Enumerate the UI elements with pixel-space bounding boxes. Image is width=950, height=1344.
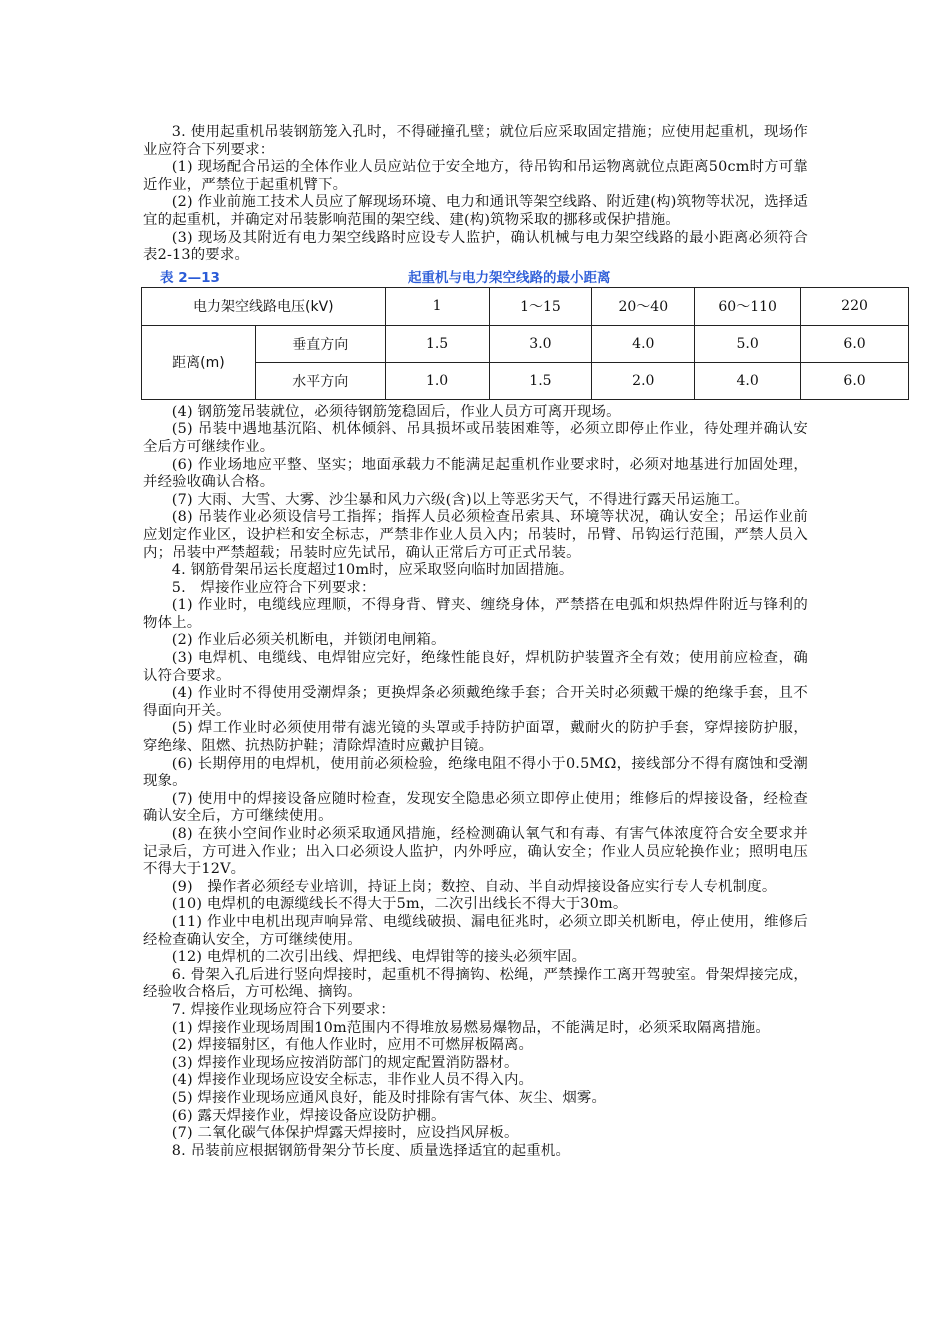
value-cell: 5.0 (695, 325, 801, 362)
paragraphs-bottom (143, 404, 808, 1161)
paragraph: (9) 操作者必须经专业培训，持证上岗；数控、自动、半自动焊接设备应实行专人专机制度。 (171, 878, 777, 895)
paragraph: (5) 焊工作业时必须使用带有滤光镜的头罩或手持防护面罩，戴耐火的防护手套，穿焊接防护服，穿绝缘、阻燃、抗热防护鞋；清除焊渣时应戴护目镜。 (143, 720, 808, 755)
paragraph: (7) 大雨、大雪、大雾、沙尘暴和风力六级(含)以上等恶劣天气，不得进行露天吊运施工。 (171, 491, 750, 508)
distance-header: 距离(m) (142, 325, 256, 399)
paragraph: (10) 电焊机的电源缆线长不得大于5m，二次引出线长不得大于30m。 (171, 896, 628, 913)
paragraph: (3) 现场及其附近有电力架空线路时应设专人监护，确认机械与电力架空线路的最小距离必须符合表2-13的要求。 (143, 229, 808, 264)
paragraph: (8) 吊装作业必须设信号工指挥；指挥人员必须检查吊索具、环境等状况，确认安全；吊运作业前应划定作业区，设护栏和安全标志，严禁非作业人员入内；吊装时，吊臂、吊钩运行范围，严禁人员入内；吊装中严禁超载；吊装时应先试吊，确认正常后方可正式吊装。 (143, 509, 808, 561)
paragraph: 6. 骨架入孔后进行竖向焊接时，起重机不得摘钩、松绳，严禁操作工离开驾驶室。骨架焊接完成，经验收合格后，方可松绳、摘钩。 (143, 966, 808, 1001)
paragraph: (1) 焊接作业现场周围10m范围内不得堆放易燃易爆物品，不能满足时，必须采取隔离措施。 (171, 1019, 770, 1036)
paragraph: (6) 长期停用的电焊机，使用前必须检验，绝缘电阻不得小于0.5MΩ，接线部分不得有腐蚀和受潮现象。 (143, 755, 808, 790)
paragraph: (1) 现场配合吊运的全体作业人员应站位于安全地方，待吊钩和吊运物离就位点距离50cm时方可靠近作业，严禁位于起重机臂下。 (143, 159, 808, 193)
paragraph: (3) 焊接作业现场应按消防部门的规定配置消防器材。 (171, 1054, 519, 1071)
paragraph: 5. 焊接作业应符合下列要求： (171, 579, 376, 596)
paragraph: (4) 焊接作业现场应设安全标志，非作业人员不得入内。 (171, 1072, 534, 1089)
paragraph: 8. 吊装前应根据钢筋骨架分节长度、质量选择适宜的起重机。 (171, 1142, 571, 1159)
voltage-cell: 1 (385, 287, 489, 325)
paragraph: (7) 使用中的焊接设备应随时检查，发现安全隐患必须立即停止使用；维修后的焊接设备，经检查确认安全后，方可继续使用。 (143, 790, 808, 825)
value-cell: 2.0 (592, 362, 695, 399)
table-row (142, 362, 909, 399)
paragraph: (2) 作业前施工技术人员应了解现场环境、电力和通讯等架空线路、附近建(构)筑物等状况，选择适宜的起重机，并确定对吊装影响范围的架空线、建(构)筑物采取的挪移或保护措施。 (143, 194, 808, 228)
paragraph: (3) 电焊机、电缆线、电焊钳应完好，绝缘性能良好，焊机防护装置齐全有效；使用前应检查，确认符合要求。 (143, 650, 808, 684)
paragraph: (2) 作业后必须关机断电，并锁闭电闸箱。 (171, 632, 446, 649)
table-caption (143, 265, 808, 285)
paragraph: (4) 钢筋笼吊装就位，必须待钢筋笼稳固后，作业人员方可离开现场。 (171, 403, 621, 420)
value-cell: 1.5 (489, 362, 592, 399)
voltage-cell: 60～110 (695, 287, 801, 325)
value-cell: 3.0 (489, 325, 592, 362)
paragraph: (5) 吊装中遇地基沉陷、机体倾斜、吊具损坏或吊装困难等，必须立即停止作业，待处理并确认安全后方可继续作业。 (143, 421, 808, 455)
paragraph: 7. 焊接作业现场应符合下列要求： (171, 1001, 395, 1018)
direction-cell: 水平方向 (255, 362, 385, 399)
paragraph: (6) 作业场地应平整、坚实；地面承载力不能满足起重机作业要求时，必须对地基进行加固处理，并经验收确认合格。 (143, 456, 808, 491)
document-body (143, 124, 868, 1160)
paragraphs-top (143, 124, 808, 265)
value-cell: 6.0 (801, 362, 909, 399)
value-cell: 6.0 (801, 325, 909, 362)
paragraph: (7) 二氧化碳气体保护焊露天焊接时，应设挡风屏板。 (171, 1125, 519, 1142)
paragraph: (11) 作业中电机出现声响异常、电缆线破损、漏电征兆时，必须立即关机断电，停止使用，维修后经检查确认安全，方可继续使用。 (143, 913, 808, 948)
paragraph: 4. 钢筋骨架吊运长度超过10m时，应采取竖向临时加固措施。 (171, 562, 574, 579)
direction-cell: 垂直方向 (255, 325, 385, 362)
paragraph: (2) 焊接辐射区，有他人作业时，应用不可燃屏板隔离。 (171, 1037, 534, 1054)
paragraph: (8) 在狭小空间作业时必须采取通风措施，经检测确认氧气和有毒、有害气体浓度符合安全要求并记录后，方可进入作业；出入口必须设人监护，内外呼应，确认安全；作业人员应轮换作业；照明电压不得大于12V。 (143, 826, 808, 878)
voltage-cell: 1～15 (489, 287, 592, 325)
table-title: 起重机与电力架空线路的最小距离 (408, 269, 611, 286)
value-cell: 4.0 (592, 325, 695, 362)
voltage-header: 电力架空线路电压(kV) (142, 287, 386, 325)
paragraph: (12) 电焊机的二次引出线、焊把线、电焊钳等的接头必须牢固。 (171, 949, 587, 966)
table-number: 表 2—13 (160, 269, 220, 286)
table-row (142, 325, 909, 362)
voltage-cell: 220 (801, 287, 909, 325)
value-cell: 1.0 (385, 362, 489, 399)
clearance-table (141, 287, 909, 400)
paragraph: (5) 焊接作业现场应通风良好，能及时排除有害气体、灰尘、烟雾。 (171, 1089, 607, 1106)
value-cell: 1.5 (385, 325, 489, 362)
paragraph: (6) 露天焊接作业，焊接设备应设防护棚。 (171, 1107, 446, 1124)
paragraph: (1) 作业时，电缆线应理顺，不得身背、臂夹、缠绕身体，严禁搭在电弧和炽热焊件附近与锋利的物体上。 (143, 597, 808, 631)
paragraph: 3. 使用起重机吊装钢筋笼入孔时，不得碰撞孔壁；就位后应采取固定措施；应使用起重机，现场作业应符合下列要求： (143, 124, 808, 158)
value-cell: 4.0 (695, 362, 801, 399)
table-row (142, 287, 909, 325)
paragraph: (4) 作业时不得使用受潮焊条；更换焊条必须戴绝缘手套；合开关时必须戴干燥的绝缘手套，且不得面向开关。 (143, 685, 808, 719)
voltage-cell: 20～40 (592, 287, 695, 325)
